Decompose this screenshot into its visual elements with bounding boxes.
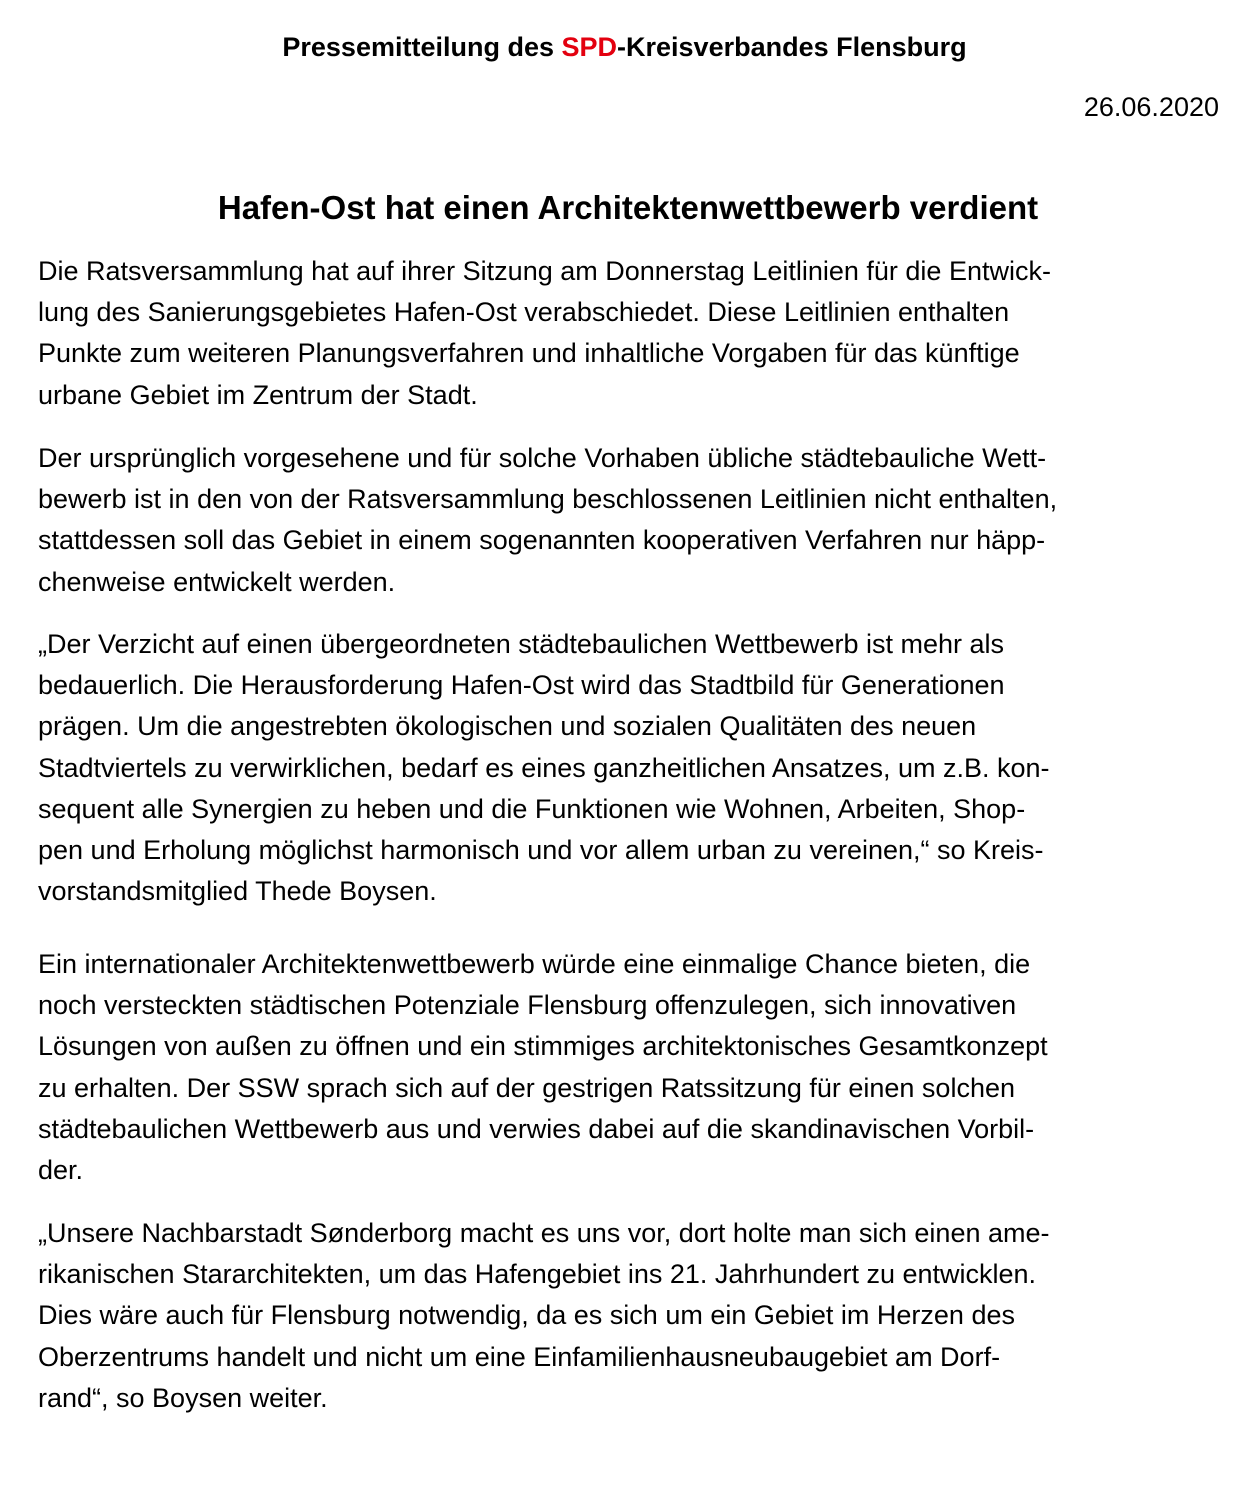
paragraph-line: bewerb ist in den von der Ratsversammlung beschlossenen Leitlinien nicht enthalten,: [38, 484, 1058, 515]
paragraph-line: urbane Gebiet im Zentrum der Stadt.: [38, 379, 478, 410]
paragraph-line: „Unsere Nachbarstadt Sønderborg macht es uns vor, dort holte man sich einen ame-: [38, 1218, 1050, 1248]
party-name: SPD: [561, 32, 618, 62]
press-release-header: [0, 30, 1249, 64]
paragraph-line: sequent alle Synergien zu heben und die Funktionen wie Wohnen, Arbeiten, Shop-: [38, 793, 1026, 824]
paragraph-line: Dies wäre auch für Flensburg notwendig, da es sich um ein Gebiet im Herzen des: [38, 1300, 1015, 1331]
paragraph-3: [38, 624, 1228, 912]
paragraph-line: bedauerlich. Die Herausforderung Hafen-Ost wird das Stadtbild für Generationen: [38, 670, 1005, 701]
paragraph-line: Lösungen von außen zu öffnen und ein stimmiges architektonisches Gesamtkonzept: [38, 1031, 1048, 1062]
paragraph-line: stattdessen soll das Gebiet in einem sogenannten kooperativen Verfahren nur häpp-: [38, 525, 1046, 556]
paragraph-line: noch versteckten städtischen Potenziale Flensburg offenzulegen, sich innovativen: [38, 990, 1017, 1021]
paragraph-4: [38, 944, 1228, 1191]
paragraph-line: rikanischen Stararchitekten, um das Hafengebiet ins 21. Jahrhundert zu entwicklen.: [38, 1259, 1037, 1290]
paragraph-line: Der ursprünglich vorgesehene und für solche Vorhaben übliche städtebauliche Wett-: [38, 443, 1047, 473]
paragraph-line: „Der Verzicht auf einen übergeordneten städtebaulichen Wettbewerb ist mehr als: [38, 629, 1005, 659]
paragraph-5: [38, 1213, 1228, 1419]
paragraph-line: der.: [38, 1155, 84, 1186]
paragraph-line: städtebaulichen Wettbewerb aus und verwies dabei auf die skandinavischen Vorbil-: [38, 1113, 1035, 1144]
headline: Hafen-Ost hat einen Architektenwettbewerb verdient: [217, 189, 1039, 226]
paragraph-line: rand“, so Boysen weiter.: [38, 1382, 328, 1413]
paragraph-line: vorstandsmitglied Thede Boysen.: [38, 876, 437, 907]
paragraph-line: Stadtviertels zu verwirklichen, bedarf es eines ganzheitlichen Ansatzes, um z.B. kon-: [38, 752, 1050, 783]
paragraph-line: lung des Sanierungsgebietes Hafen-Ost verabschiedet. Diese Leitlinien enthalten: [38, 297, 1010, 328]
paragraph-line: Ein internationaler Architektenwettbewerb würde eine einmalige Chance bieten, die: [38, 949, 1031, 979]
paragraph-line: Punkte zum weiteren Planungsverfahren und inhaltliche Vorgaben für das künftige: [38, 338, 1020, 369]
paragraph-line: zu erhalten. Der SSW sprach sich auf der gestrigen Ratssitzung für einen solchen: [38, 1072, 1015, 1103]
paragraph-line: prägen. Um die angestrebten ökologischen und sozialen Qualitäten des neuen: [38, 711, 977, 742]
paragraph-2: [38, 438, 1228, 603]
paragraph-line: chenweise entwickelt werden.: [38, 566, 396, 597]
paragraph-1: [38, 251, 1228, 416]
paragraph-line: Die Ratsversammlung hat auf ihrer Sitzung am Donnerstag Leitlinien für die Entwick-: [38, 256, 1051, 286]
paragraph-line: Oberzentrums handelt und nicht um eine Einfamilienhausneubaugebiet am Dorf-: [38, 1341, 1001, 1372]
header-suffix: -Kreisverbandes Flensburg: [617, 32, 967, 62]
paragraph-line: pen und Erholung möglichst harmonisch und vor allem urban zu vereinen,“ so Kreis-: [38, 835, 1044, 866]
release-date: 26.06.2020: [1083, 92, 1219, 122]
header-prefix: Pressemitteilung des: [282, 32, 562, 62]
